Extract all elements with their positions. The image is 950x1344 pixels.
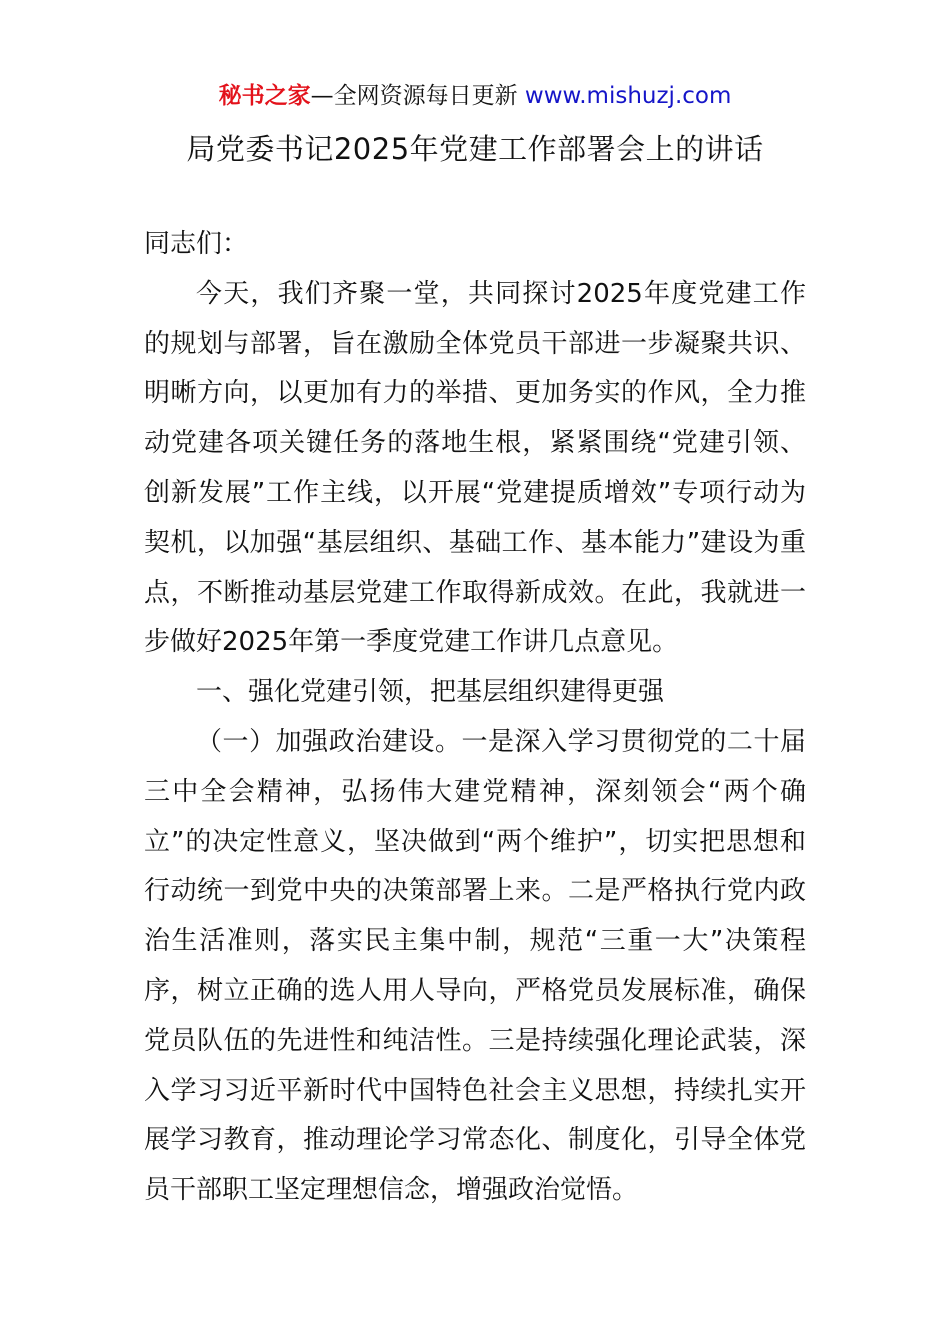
- document-body: [144, 220, 806, 1216]
- site-url-link[interactable]: www.mishuzj.com: [524, 83, 732, 109]
- intro-paragraph: 今天，我们齐聚一堂，共同探讨2025年度党建工作的规划与部署，旨在激励全体党员干部进一步凝聚共识、明晰方向，以更加有力的举措、更加务实的作风，全力推动党建各项关键任务的落地生根，紧紧围绕“党建引领、创新发展”工作主线，以开展“党建提质增效”专项行动为契机，以加强“基层组织、基础工作、基本能力”建设为重点，不断推动基层党建工作取得新成效。在此，我就进一步做好2025年第一季度党建工作讲几点意见。: [144, 278, 806, 658]
- brand-name: 秘书之家: [218, 83, 311, 109]
- salutation: 同志们：: [144, 229, 249, 259]
- document-title: 局党委书记2025年党建工作部署会上的讲话: [186, 132, 764, 166]
- subsection-paragraph: （一）加强政治建设。一是深入学习贯彻党的二十届三中全会精神，弘扬伟大建党精神，深刻领会“两个确立”的决定性意义，坚决做到“两个维护”，切实把思想和行动统一到党中央的决策部署上来。二是严格执行党内政治生活准则，落实民主集中制，规范“三重一大”决策程序，树立正确的选人用人导向，严格党员发展标准，确保党员队伍的先进性和纯洁性。三是持续强化理论武装，深入学习习近平新时代中国特色社会主义思想，持续扎实开展学习教育，推动理论学习常态化、制度化，引导全体党员干部职工坚定理想信念，增强政治觉悟。: [144, 726, 806, 1206]
- section-heading: 一、强化党建引领，把基层组织建得更强: [196, 677, 665, 708]
- site-header: [0, 80, 950, 112]
- header-tagline: —全网资源每日更新: [310, 83, 525, 109]
